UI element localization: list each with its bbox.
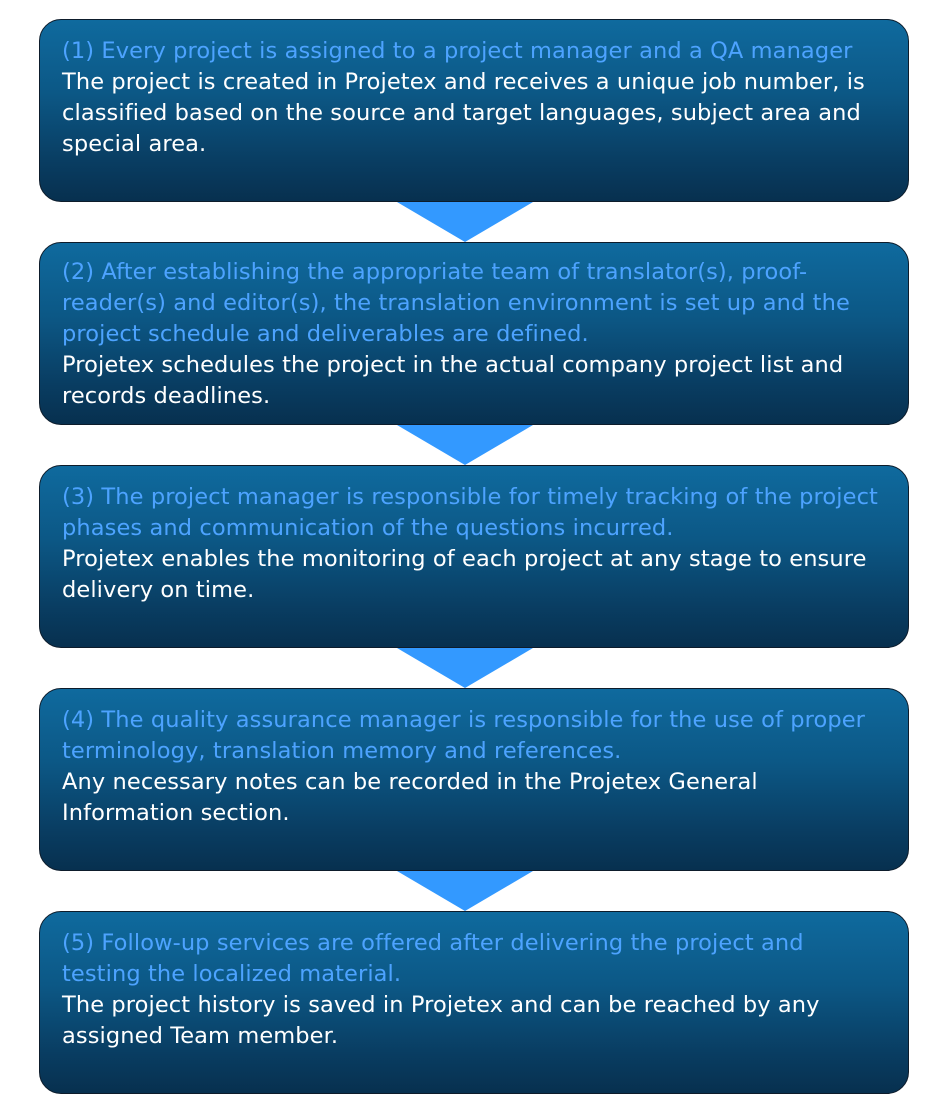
step-2-body: Projetex schedules the project in the actual company project list and records deadlines. (62, 352, 844, 409)
step-3-body: Projetex enables the monitoring of each project at any stage to ensure delivery on time. (62, 546, 867, 603)
step-4-heading: (4) The quality assurance manager is responsible for the use of proper terminology, translation memory and references. (62, 707, 866, 764)
step-box-1 (39, 19, 909, 202)
step-box-5 (39, 911, 909, 1094)
step-5-body: The project history is saved in Projetex and can be reached by any assigned Team member. (62, 992, 820, 1049)
step-4-body: Any necessary notes can be recorded in the Projetex General Information section. (62, 769, 758, 826)
step-3-heading: (3) The project manager is responsible for timely tracking of the project phases and communication of the questions incurred. (62, 484, 878, 541)
step-box-3 (39, 465, 909, 648)
arrow-down-icon (397, 871, 533, 911)
step-1-body: The project is created in Projetex and receives a unique job number, is classified based on the source and target languages, subject area and special area. (62, 69, 865, 157)
step-1-heading: (1) Every project is assigned to a project manager and a QA manager (62, 38, 853, 64)
step-box-2 (39, 242, 909, 425)
step-2-heading: (2) After establishing the appropriate team of translator(s), proof-reader(s) and editor(s), the translation environment is set up and the project schedule and deliverables are defined. (62, 259, 850, 347)
step-5-heading: (5) Follow-up services are offered after delivering the project and testing the localized material. (62, 930, 804, 987)
arrow-down-icon (397, 425, 533, 465)
arrow-down-icon (397, 202, 533, 242)
arrow-down-icon (397, 648, 533, 688)
step-box-4 (39, 688, 909, 871)
